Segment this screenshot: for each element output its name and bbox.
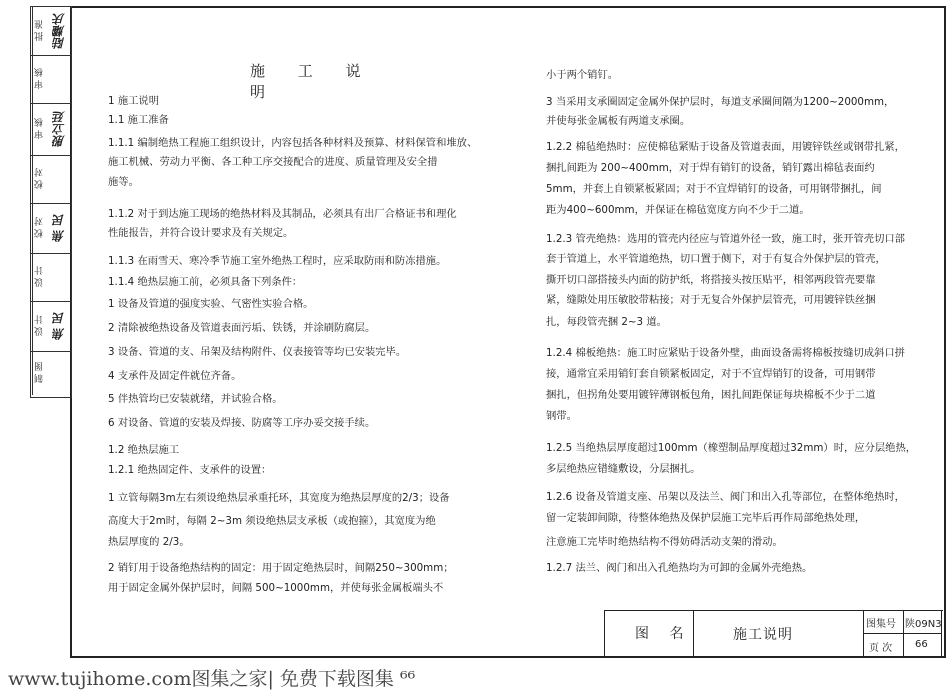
text-line: 1.2.1 绝热固定件、支承件的设置： [108, 464, 272, 476]
document-title: 施 工 说 明 [250, 62, 375, 101]
text-line: 高度大于2m时，每隔 2~3m 须设绝热层支承板（或抱箍），其宽度为绝 [108, 515, 436, 527]
text-line: 用于固定金属外保护层时，间隔 500~1000mm，并使每张金属板端头不 [108, 582, 444, 594]
sidebar-role: 校 对 [32, 203, 48, 253]
text-line: 距为400~600mm，并保证在棉毡宽度方向不少于二道。 [546, 204, 810, 216]
text-line: 1.2 绝热层施工 [108, 444, 180, 456]
text-line: 钢带。 [546, 410, 577, 422]
drawing-name-label: 图 名 [635, 626, 692, 642]
signature: 焦 民 [52, 311, 66, 341]
signature [48, 253, 70, 301]
text-line: 1.2.6 设备及管道支座、吊架以及法兰、阀门和出入孔等部位，在整体绝热时， [546, 491, 905, 503]
atlas-number: 陕09N3 [905, 619, 942, 630]
text-line: 捆扎，但拐角处要用镀锌薄钢板包角，困扎间距保证每块棉板不少于二道 [546, 389, 876, 401]
sidebar-row [31, 55, 71, 104]
text-line: 接，通常宜采用销钉套自锁紧板固定，对于不宜焊销钉的设备，可用钢带 [546, 368, 876, 380]
signature [48, 155, 70, 203]
title-block-cell [903, 611, 942, 634]
text-line: 热层厚度的 2/3。 [108, 536, 190, 548]
signature: 殷立廷 [52, 111, 66, 147]
text-line: 注意施工完毕时绝热结构不得妨碍活动支架的滑动。 [546, 536, 783, 548]
text-line: 3 当采用支承圈固定金属外保护层时，每道支承圈间隔为1200~2000mm， [546, 96, 895, 108]
signature: 焦 民 [52, 213, 66, 243]
text-line: 1.2.4 棉板绝热：施工时应紧贴于设备外壁，曲面设备需将棉板按缝切成斜口拼 [546, 347, 905, 359]
title-block-cell [903, 634, 942, 657]
text-line: 4 支承件及固定件就位齐备。 [108, 370, 242, 382]
text-line: 留一定装卸间隙，待整体绝热及保护层施工完毕后再作局部绝热处理， [546, 512, 866, 524]
text-line: 套于管道上，水平管道绝热，切口置于侧下，对于有复合外保护层的管壳， [546, 253, 886, 265]
text-line: 5 伴热管均已安装就绪，并试验合格。 [108, 393, 283, 405]
sidebar-row [31, 203, 71, 254]
signature-sidebar [30, 6, 72, 398]
text-line: 1.2.3 管壳绝热：选用的管壳内径应与管道外径一致，施工时，张开管壳切口部 [546, 233, 905, 245]
text-line: 性能报告，并符合设计要求及有关规定。 [108, 227, 294, 239]
text-line: 小于两个销钉。 [546, 69, 619, 81]
text-line: 6 对设备、管道的安装及焊接、防腐等工序办妥交接手续。 [108, 417, 376, 429]
signature [48, 55, 70, 103]
text-line: 施工机械、劳动力平衡、各工种工序交接配合的进度、质量管理及安全措 [108, 156, 438, 168]
title-block-cell [863, 634, 904, 657]
sidebar-row [31, 103, 71, 156]
sidebar-row [31, 253, 71, 302]
sidebar-role: 设 计 [32, 253, 48, 301]
text-line: 捆扎间距为 200~400mm，对于焊有销钉的设备，销钉露出棉毡表面约 [546, 162, 875, 174]
text-line: 并使每张金属板有两道支承圈。 [546, 115, 691, 127]
text-line: 紧，缝隙处用压敏胶带粘接；对于无复合外保护层管壳，可用镀锌铁丝捆 [546, 294, 876, 306]
sidebar-row [31, 301, 71, 352]
text-line: 扎，每段管壳捆 2~3 道。 [546, 316, 667, 328]
title-block-cell [863, 611, 904, 634]
text-line: 1.1.4 绝热层施工前，必须具备下列条件： [108, 276, 303, 288]
text-line: 1 立管每隔3m左右须设绝热层承重托环，其宽度为绝热层厚度的2/3；设备 [108, 492, 450, 504]
text-line: 多层绝热应错缝敷设，分层捆扎。 [546, 463, 701, 475]
text-line: 2 清除被绝热设备及管道表面污垢、铁锈，并涂刷防腐层。 [108, 322, 376, 334]
sidebar-role: 制 图 [32, 351, 48, 395]
sidebar-role: 审 核 [32, 55, 48, 103]
text-line: 1 设备及管道的强度实验、气密性实验合格。 [108, 298, 314, 310]
text-line: 施等。 [108, 176, 139, 188]
sidebar-row [31, 7, 71, 56]
text-line: 1 施工说明 [108, 95, 160, 107]
sidebar-row [31, 155, 71, 204]
sidebar-role: 批 准 [32, 7, 48, 55]
sidebar-role: 审 核 [32, 103, 48, 155]
atlas-label: 图集号 [866, 619, 896, 630]
title-block-cell [605, 611, 694, 657]
text-line: 1.2.5 当绝热层厚度超过100mm（橡塑制品厚度超过32mm）时，应分层绝热， [546, 442, 917, 454]
watermark: www.tujihome.com图集之家| 免费下载图集 ⁶⁶ [8, 668, 416, 690]
text-line: 3 设备、管道的支、吊架及结构附件、仪表接管等均已安装完毕。 [108, 346, 407, 358]
signature: 陆耀庆 [52, 13, 66, 49]
text-line: 撕开切口部搭接头内面的防护纸，将搭接头按压贴平，相邻两段管壳要靠 [546, 274, 876, 286]
sidebar-role: 校 对 [32, 155, 48, 203]
text-line: 1.1.2 对于到达施工现场的绝热材料及其制品，必须具有出厂合格证书和理化 [108, 208, 457, 220]
page-label: 页 次 [869, 643, 893, 654]
text-line: 1.2.2 棉毡绝热时：应使棉毡紧贴于设备及管道表面，用镀锌铁丝或钢带扎紧， [546, 141, 905, 153]
sidebar-row [31, 351, 71, 395]
text-line: 5mm，并套上自锁紧板紧固；对于不宜焊销钉的设备，可用钢带捆扎，间 [546, 183, 882, 195]
text-line: 1.1 施工准备 [108, 114, 169, 126]
sidebar-role: 设 计 [32, 301, 48, 351]
page-number: 66 [915, 639, 928, 650]
drawing-name-value: 施工说明 [733, 627, 793, 643]
title-block-cell [693, 611, 864, 657]
signature [48, 351, 70, 395]
text-line: 1.1.1 编制绝热工程施工组织设计，内容包括各种材料及预算、材料保管和堆放、 [108, 137, 478, 149]
title-block [604, 610, 943, 657]
text-line: 1.1.3 在雨雪天、寒冷季节施工室外绝热工程时，应采取防雨和防冻措施。 [108, 255, 447, 267]
text-line: 1.2.7 法兰、阀门和出入孔绝热均为可卸的金属外壳绝热。 [546, 562, 813, 574]
text-line: 2 销钉用于设备绝热结构的固定：用于固定绝热层时，间隔250~300mm； [108, 562, 454, 574]
